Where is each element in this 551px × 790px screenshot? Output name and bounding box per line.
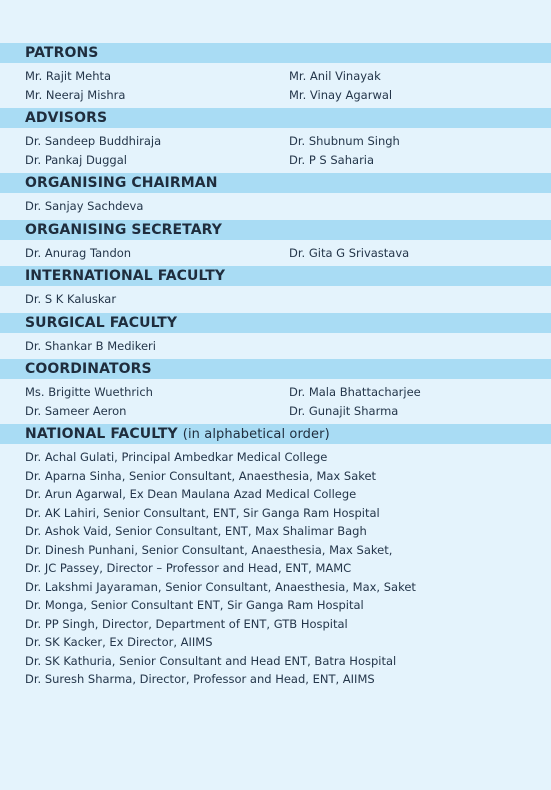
name-right [289,197,551,216]
section-header [0,266,551,286]
section-header [0,220,551,240]
name-left: Dr. Sameer Aeron [25,403,127,418]
name-right: Dr. Shubnum Singh [289,134,400,148]
section-title: SURGICAL FACULTY [25,314,178,331]
faculty-item: Dr. Ashok Vaid, Senior Consultant, ENT, Max Shalimar Bagh [25,524,367,538]
section-title: INTERNATIONAL FACULTY [25,268,226,284]
faculty-item: Dr. SK Kathuria, Senior Consultant and Head ENT, Batra Hospital [25,653,397,668]
name-row [25,383,551,402]
name-rows [0,63,551,104]
national-faculty-section [0,424,551,689]
committee-section [0,173,551,216]
national-faculty-list [0,444,551,689]
name-rows [0,128,551,169]
section-header [0,424,551,444]
name-rows [0,240,551,263]
name-left: Mr. Neeraj Mishra [25,87,126,102]
name-right [289,337,551,356]
name-right: Dr. P S Saharia [289,152,375,167]
name-row [25,197,551,216]
faculty-item: Dr. JC Passey, Director – Professor and Head, ENT, MAMC [25,561,352,575]
name-row [25,132,551,151]
faculty-item: Dr. PP Singh, Director, Department of ENT, GTB Hospital [25,616,348,631]
name-rows [0,286,551,309]
name-row [25,290,551,309]
section-header [0,108,551,128]
name-left: Dr. Shankar B Medikeri [25,338,156,353]
section-header [0,359,551,379]
name-right [289,290,551,309]
faculty-item: Dr. Achal Gulati, Principal Ambedkar Medical College [25,450,328,464]
faculty-item: Dr. SK Kacker, Ex Director, AIIMS [25,635,213,649]
committee-section [0,313,551,356]
section-title: NATIONAL FACULTY [25,426,178,442]
name-row [25,337,551,356]
name-right: Dr. Mala Bhattacharjee [289,385,421,399]
committee-section [0,359,551,420]
faculty-item: Dr. Arun Agarwal, Ex Dean Maulana Azad Medical College [25,487,357,501]
faculty-item: Dr. Monga, Senior Consultant ENT, Sir Ganga Ram Hospital [25,598,364,612]
name-right: Dr. Gita G Srivastava [289,245,410,260]
section-header [0,173,551,193]
name-row [25,244,551,263]
section-header [0,313,551,333]
committee-section [0,43,551,104]
name-right: Dr. Gunajit Sharma [289,403,399,418]
name-left: Mr. Rajit Mehta [25,69,112,83]
name-right: Mr. Vinay Agarwal [289,87,393,102]
name-left: Dr. Sanjay Sachdeva [25,199,144,213]
faculty-item: Dr. AK Lahiri, Senior Consultant, ENT, Sir Ganga Ram Hospital [25,505,380,520]
section-note: (in alphabetical order) [182,427,330,442]
committee-section [0,220,551,263]
name-rows [0,193,551,216]
faculty-item: Dr. Dinesh Punhani, Senior Consultant, Anaesthesia, Max Saket, [25,542,393,557]
committee-section [0,108,551,169]
name-left: Dr. S K Kaluskar [25,292,117,306]
section-header [0,43,551,63]
name-row [25,67,551,86]
name-row [25,402,551,421]
name-right: Mr. Anil Vinayak [289,69,381,83]
name-left: Dr. Sandeep Buddhiraja [25,134,162,148]
committee-section [0,266,551,309]
name-rows [0,333,551,356]
section-title: COORDINATORS [25,361,152,377]
committee-sections [0,43,551,420]
name-left: Ms. Brigitte Wuethrich [25,385,153,399]
faculty-item: Dr. Aparna Sinha, Senior Consultant, Anaesthesia, Max Saket [25,468,377,483]
name-left: Dr. Pankaj Duggal [25,152,127,167]
name-left: Dr. Anurag Tandon [25,245,132,260]
section-title: ADVISORS [25,110,108,126]
faculty-item: Dr. Lakshmi Jayaraman, Senior Consultant, Anaesthesia, Max, Saket [25,579,416,594]
section-title: PATRONS [25,45,99,61]
section-title: ORGANISING CHAIRMAN [25,175,218,191]
faculty-item: Dr. Suresh Sharma, Director, Professor and Head, ENT, AIIMS [25,672,375,686]
name-row [25,151,551,170]
section-title: ORGANISING SECRETARY [25,221,223,238]
name-row [25,86,551,105]
name-rows [0,379,551,420]
